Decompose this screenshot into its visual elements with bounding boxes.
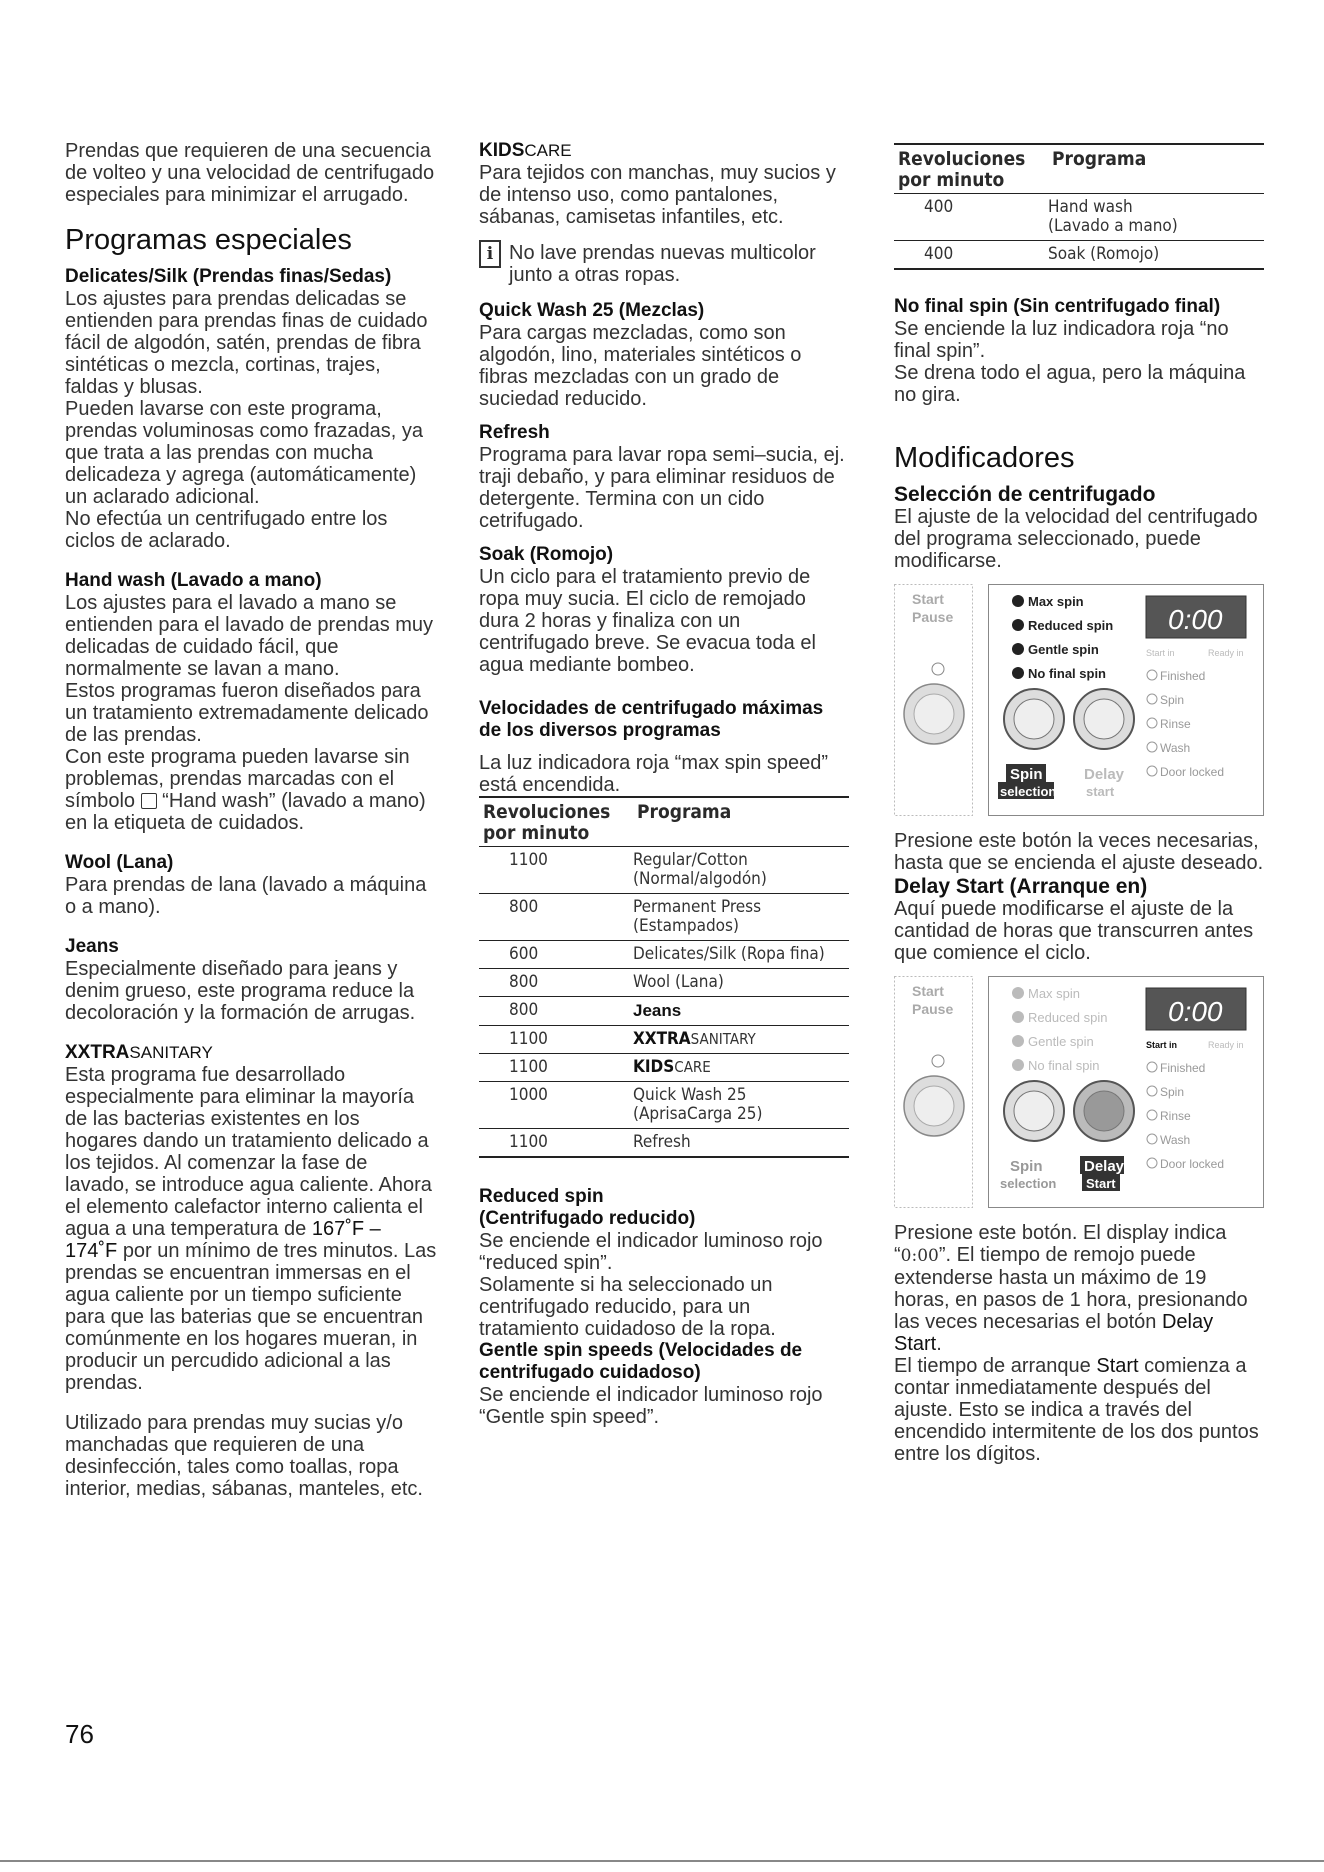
info-note <box>479 242 849 286</box>
table-row <box>479 1054 849 1082</box>
press-instruction-2: Presione este botón. El display indica “0:00”. El tiempo de remojo puede extenderse hasta un máximo de 19 horas, en pasos de 1 hora, presionando las veces necesarias el botón Delay Start. <box>894 1222 1248 1355</box>
kidscare-text: Para tejidos con manchas, muy sucios y de intenso uso, como pantalones, sábanas, camisetas infantiles, etc. <box>479 162 836 228</box>
start-indicator-icon <box>932 663 944 675</box>
rpm-cell: 800 <box>479 969 633 997</box>
svg-text:Pause: Pause <box>912 1001 954 1017</box>
reduced-spin-title-1: Reduced spin <box>479 1186 604 1207</box>
svg-text:Door locked: Door locked <box>1160 765 1225 779</box>
program-cell: Regular/Cotton (Normal/algodón) <box>633 847 849 894</box>
soak-title: Soak (Romojo) <box>479 544 614 565</box>
svg-text:Start: Start <box>912 591 944 607</box>
intro-text: Prendas que requieren de una secuencia de volteo y una velocidad de centrifugado especiales para minimizar el arrugado. <box>65 140 435 206</box>
section-title-modificadores: Modificadores <box>894 442 1075 474</box>
svg-text:Start in: Start in <box>1146 1040 1178 1050</box>
svg-text:No final spin: No final spin <box>1028 1058 1100 1073</box>
page-number: 76 <box>65 1719 94 1749</box>
svg-text:0:00: 0:00 <box>1168 996 1223 1027</box>
column-left <box>65 140 437 1500</box>
column-right <box>894 143 1264 1465</box>
table-row <box>479 1129 849 1158</box>
no-final-spin-text-2: Se drena todo el agua, pero la máquina no gira. <box>894 362 1246 406</box>
program-cell: Wool (Lana) <box>633 969 849 997</box>
quickwash-text: Para cargas mezcladas, como son algodón, lino, materiales sintéticos o fibras mezcladas con un grado de suciedad reducido. <box>479 322 802 410</box>
refresh-text: Programa para lavar ropa semi–sucia, ej. traji debaño, y para eliminar residuos de detergente. Termina con un cido cetrifugado. <box>479 444 845 532</box>
xxtra-text-1: Esta programa fue desarrollado especialmente para eliminar la mayoría de las bacterias existentes en los hogares dando un tratamiento delicado a los tejidos. Al comenzar la fase de lavado, se introduce agua caliente. Ahora el elemento calefactor interno calienta el agua a una temperatura de 167˚F – 174˚F por un mínimo de tres minutos. Las prendas se encuentran immersas en el agua caliente por un tiempo suficiente para que las baterias que se encuentran comúnmente en los hogares mueran, in producir un percudido adicional a las prendas. <box>65 1064 437 1394</box>
svg-text:Gentle spin: Gentle spin <box>1028 1034 1094 1049</box>
svg-text:selection: selection <box>1000 784 1057 799</box>
svg-text:Delay: Delay <box>1084 766 1125 783</box>
svg-text:Spin: Spin <box>1160 693 1185 707</box>
digital-display <box>1146 596 1246 638</box>
svg-text:Start in: Start in <box>1146 648 1175 658</box>
rpm-cell: 400 <box>894 241 1048 270</box>
column-middle <box>479 140 849 1428</box>
soak-text: Un ciclo para el tratamiento previo de ropa muy sucia. El ciclo de remojado dura 2 horas y finaliza con un centrifugado breve. Se evacua toda el agua mediante bombeo. <box>479 566 816 676</box>
velocidades-text: La luz indicadora roja “max spin speed” está encendida. <box>479 752 829 796</box>
reduced-spin-text-1: Se enciende el indicador luminoso rojo “reduced spin”. <box>479 1230 823 1274</box>
svg-text:Ready in: Ready in <box>1208 648 1244 658</box>
bottom-rule <box>0 1860 1324 1862</box>
info-icon: i <box>479 240 501 268</box>
program-cell: Hand wash (Lavado a mano) <box>1048 194 1264 241</box>
no-final-spin-text-1: Se enciende la luz indicadora roja “no final spin”. <box>894 318 1229 362</box>
delay-start-button[interactable] <box>1074 1081 1134 1141</box>
program-cell: Quick Wash 25 (AprisaCarga 25) <box>633 1082 849 1129</box>
svg-text:Max spin: Max spin <box>1028 594 1084 609</box>
table-row <box>479 847 849 894</box>
svg-text:Delay: Delay <box>1084 1158 1125 1175</box>
svg-text:Rinse: Rinse <box>1160 1109 1191 1123</box>
refresh-title: Refresh <box>479 422 550 443</box>
handwash-text-3: Con este programa pueden lavarse sin problemas, prendas marcadas con el símbolo “Hand wash” (lavado a mano) en la etiqueta de cuidados. <box>65 746 426 834</box>
rpm-cell: 1000 <box>479 1082 633 1129</box>
digital-display <box>1146 988 1246 1030</box>
svg-text:Ready in: Ready in <box>1208 1040 1244 1050</box>
spin-option-1 <box>1012 618 1113 633</box>
kidscare-title: KIDSCARE <box>479 140 572 161</box>
spin-selection-button[interactable] <box>1004 689 1064 749</box>
jeans-text: Especialmente diseñado para jeans y denim grueso, este programa reduce la decoloración y la formación de arrugas. <box>65 958 416 1024</box>
start-pause-button[interactable] <box>904 684 964 744</box>
rpm-cell: 800 <box>479 997 633 1026</box>
svg-text:Reduced spin: Reduced spin <box>1028 1010 1108 1025</box>
velocidades-title: Velocidades de centrifugado máximas de los diversos programas <box>479 698 824 741</box>
program-cell: XXTRASANITARY <box>633 1026 849 1054</box>
reduced-spin-text-2: Solamente si ha seleccionado un centrifugado reducido, para un tratamiento cuidadoso de la ropa. <box>479 1274 776 1340</box>
table-row <box>479 1082 849 1129</box>
svg-text:Max spin: Max spin <box>1028 986 1081 1001</box>
handwash-text-2: Estos programas fueron diseñados para un tratamiento extremadamente delicado de las prendas. <box>65 680 429 746</box>
handwash-title: Hand wash (Lavado a mano) <box>65 570 322 591</box>
rpm-cell: 1100 <box>479 1054 633 1082</box>
delicates-text-1: Los ajustes para prendas delicadas se entienden para prendas finas de cuidado fácil de algodón, satén, prendas de fibra sintéticas o mezcla, cortinas, trajes, faldas y blusas. <box>65 288 428 398</box>
table-row <box>479 969 849 997</box>
info-note-text: No lave prendas nuevas multicolor junto a otras ropas. <box>509 242 816 286</box>
washer-control-panel-illustration <box>894 584 1264 816</box>
reduced-spin-title-2: (Centrifugado reducido) <box>479 1208 696 1229</box>
program-cell: Delicates/Silk (Ropa fina) <box>633 941 849 969</box>
program-cell: Permanent Press (Estampados) <box>633 894 849 941</box>
gentle-spin-title: Gentle spin speeds (Velocidades de centrifugado cuidadoso) <box>479 1340 803 1383</box>
delicates-text-2: Pueden lavarse con este programa, prendas voluminosas como frazadas, ya que trata a las prendas con mucha delicadeza y agrega (automáticamente) un aclarado adicional. <box>65 398 423 508</box>
spin-selection-text: El ajuste de la velocidad del centrifugado del programa seleccionado, puede modificarse. <box>894 506 1258 572</box>
delay-start-text: Aquí puede modificarse el ajuste de la cantidad de horas que transcurren antes que comience el ciclo. <box>894 898 1254 964</box>
svg-text:start: start <box>1086 784 1115 799</box>
delay-start-title: Delay Start (Arranque en) <box>894 875 1148 898</box>
svg-text:Spin: Spin <box>1010 766 1043 783</box>
delay-start-button[interactable] <box>1074 689 1134 749</box>
spin-selection-button[interactable] <box>1004 1081 1064 1141</box>
table2-header-program: Programa <box>1052 148 1147 170</box>
svg-text:Start: Start <box>1086 1176 1116 1191</box>
rpm-cell: 1100 <box>479 1129 633 1158</box>
table-row <box>479 1026 849 1054</box>
svg-text:No final spin: No final spin <box>1028 666 1106 681</box>
handwash-text-1: Los ajustes para el lavado a mano se entienden para el lavado de prendas muy delicadas de cuidado fácil, que normalmente se lavan a mano. <box>65 592 434 680</box>
gentle-spin-text: Se enciende el indicador luminoso rojo “Gentle spin speed”. <box>479 1384 823 1428</box>
svg-text:Finished: Finished <box>1160 669 1206 683</box>
no-final-spin-title: No final spin (Sin centrifugado final) <box>894 296 1221 317</box>
rpm-cell: 1100 <box>479 847 633 894</box>
svg-text:Finished: Finished <box>1160 1061 1206 1075</box>
press-instruction-3: El tiempo de arranque Start comienza a contar inmediatamente después del ajuste. Esto se indica a través del encendido intermitente de los dos puntos entre los dígitos. <box>894 1355 1259 1465</box>
rpm-cell: 1100 <box>479 1026 633 1054</box>
rpm-cell: 800 <box>479 894 633 941</box>
svg-text:Rinse: Rinse <box>1160 717 1191 731</box>
table-header-program: Programa <box>637 801 732 823</box>
program-cell: Jeans <box>633 997 849 1026</box>
svg-text:Spin: Spin <box>1010 1158 1043 1175</box>
svg-text:Reduced spin: Reduced spin <box>1028 618 1114 633</box>
table-row <box>479 894 849 941</box>
wool-text: Para prendas de lana (lavado a máquina o a mano). <box>65 874 427 918</box>
spin-selection-title: Selección de centrifugado <box>894 483 1156 506</box>
start-indicator-icon <box>932 1055 944 1067</box>
table-row <box>479 941 849 969</box>
svg-text:0:00: 0:00 <box>1168 604 1223 635</box>
rpm-cell: 600 <box>479 941 633 969</box>
washer-control-panel-illustration <box>894 976 1264 1208</box>
program-cell: Refresh <box>633 1129 849 1158</box>
wool-title: Wool (Lana) <box>65 852 174 873</box>
jeans-title: Jeans <box>65 936 119 957</box>
press-instruction-1: Presione este botón la veces necesarias, hasta que se encienda el ajuste deseado. <box>894 830 1264 874</box>
program-cell: KIDSCARE <box>633 1054 849 1082</box>
handwash-care-symbol-icon <box>141 793 157 809</box>
quickwash-title: Quick Wash 25 (Mezclas) <box>479 300 705 321</box>
svg-text:Start: Start <box>912 983 944 999</box>
svg-text:selection: selection <box>1000 1176 1057 1191</box>
table-header-rpm: Revoluciones por minuto <box>483 801 611 844</box>
xxtra-title: XXTRASANITARY <box>65 1042 213 1063</box>
svg-text:Door locked: Door locked <box>1160 1157 1225 1171</box>
table-row <box>894 241 1264 270</box>
section-title-programas-especiales: Programas especiales <box>65 224 352 256</box>
table2-header-rpm: Revoluciones por minuto <box>898 148 1026 191</box>
delicates-title: Delicates/Silk (Prendas finas/Sedas) <box>65 266 392 287</box>
svg-text:Pause: Pause <box>912 609 954 625</box>
table-row <box>894 194 1264 241</box>
xxtra-text-2: Utilizado para prendas muy sucias y/o manchadas que requieren de una desinfección, tales como toallas, ropa interior, medias, sábanas, manteles, etc. <box>65 1412 423 1500</box>
table-row <box>479 997 849 1026</box>
delicates-text-3: No efectúa un centrifugado entre los ciclos de aclarado. <box>65 508 388 552</box>
svg-text:Wash: Wash <box>1160 741 1191 755</box>
control-panel-delay-start <box>894 976 1264 1208</box>
spin-speed-table-2 <box>894 143 1264 270</box>
rpm-cell: 400 <box>894 194 1048 241</box>
program-cell: Soak (Romojo) <box>1048 241 1264 270</box>
svg-text:Wash: Wash <box>1160 1133 1191 1147</box>
spin-speed-table <box>479 796 849 1158</box>
start-pause-button[interactable] <box>904 1076 964 1136</box>
svg-text:Gentle spin: Gentle spin <box>1028 642 1099 657</box>
svg-text:Spin: Spin <box>1160 1085 1185 1099</box>
control-panel-spin-selection <box>894 584 1264 816</box>
